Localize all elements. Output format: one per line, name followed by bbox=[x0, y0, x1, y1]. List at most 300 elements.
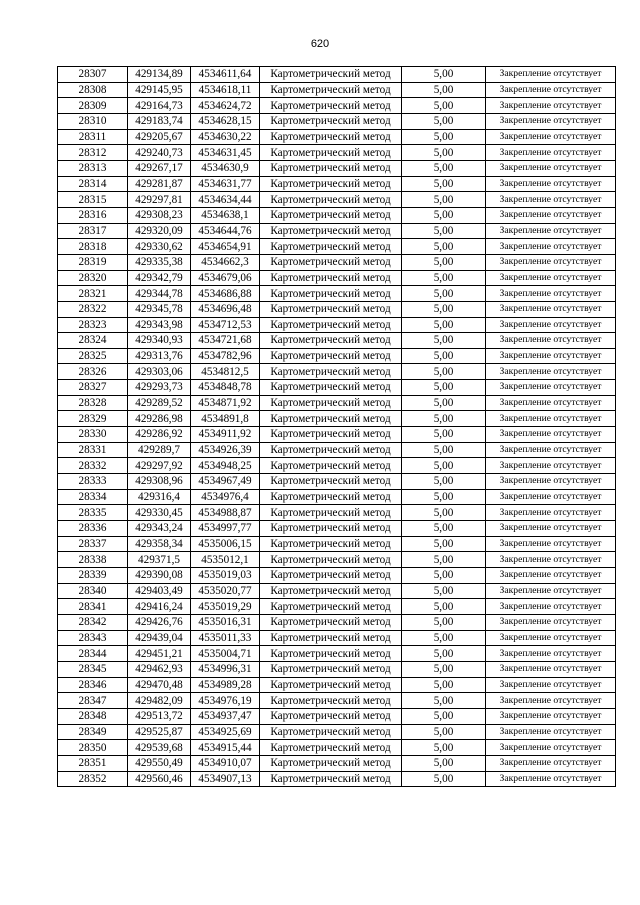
accuracy-cell: 5,00 bbox=[402, 505, 486, 521]
accuracy-cell: 5,00 bbox=[402, 395, 486, 411]
method-cell: Картометрический метод bbox=[260, 646, 402, 662]
y-coordinate-cell: 4534997,77 bbox=[191, 521, 260, 537]
accuracy-cell: 5,00 bbox=[402, 223, 486, 239]
x-coordinate-cell: 429267,17 bbox=[128, 160, 191, 176]
method-cell: Картометрический метод bbox=[260, 301, 402, 317]
point-number-cell: 28329 bbox=[58, 411, 128, 427]
point-number-cell: 28345 bbox=[58, 661, 128, 677]
fixation-cell: Закрепление отсутствует bbox=[486, 333, 616, 349]
y-coordinate-cell: 4534630,22 bbox=[191, 129, 260, 145]
x-coordinate-cell: 429451,21 bbox=[128, 646, 191, 662]
method-cell: Картометрический метод bbox=[260, 505, 402, 521]
x-coordinate-cell: 429308,23 bbox=[128, 207, 191, 223]
x-coordinate-cell: 429183,74 bbox=[128, 113, 191, 129]
fixation-cell: Закрепление отсутствует bbox=[486, 552, 616, 568]
x-coordinate-cell: 429286,98 bbox=[128, 411, 191, 427]
point-number-cell: 28323 bbox=[58, 317, 128, 333]
x-coordinate-cell: 429335,38 bbox=[128, 254, 191, 270]
fixation-cell: Закрепление отсутствует bbox=[486, 693, 616, 709]
method-cell: Картометрический метод bbox=[260, 568, 402, 584]
method-cell: Картометрический метод bbox=[260, 661, 402, 677]
fixation-cell: Закрепление отсутствует bbox=[486, 583, 616, 599]
y-coordinate-cell: 4534634,44 bbox=[191, 192, 260, 208]
accuracy-cell: 5,00 bbox=[402, 364, 486, 380]
table-row bbox=[58, 301, 616, 317]
accuracy-cell: 5,00 bbox=[402, 333, 486, 349]
method-cell: Картометрический метод bbox=[260, 176, 402, 192]
method-cell: Картометрический метод bbox=[260, 145, 402, 161]
fixation-cell: Закрепление отсутствует bbox=[486, 317, 616, 333]
fixation-cell: Закрепление отсутствует bbox=[486, 82, 616, 98]
point-number-cell: 28340 bbox=[58, 583, 128, 599]
fixation-cell: Закрепление отсутствует bbox=[486, 145, 616, 161]
x-coordinate-cell: 429560,46 bbox=[128, 771, 191, 787]
x-coordinate-cell: 429342,79 bbox=[128, 270, 191, 286]
accuracy-cell: 5,00 bbox=[402, 301, 486, 317]
table-row bbox=[58, 364, 616, 380]
point-number-cell: 28334 bbox=[58, 489, 128, 505]
method-cell: Картометрический метод bbox=[260, 630, 402, 646]
fixation-cell: Закрепление отсутствует bbox=[486, 614, 616, 630]
table-row bbox=[58, 599, 616, 615]
point-number-cell: 28351 bbox=[58, 755, 128, 771]
fixation-cell: Закрепление отсутствует bbox=[486, 223, 616, 239]
accuracy-cell: 5,00 bbox=[402, 646, 486, 662]
table-row bbox=[58, 113, 616, 129]
x-coordinate-cell: 429470,48 bbox=[128, 677, 191, 693]
y-coordinate-cell: 4534812,5 bbox=[191, 364, 260, 380]
accuracy-cell: 5,00 bbox=[402, 286, 486, 302]
x-coordinate-cell: 429145,95 bbox=[128, 82, 191, 98]
accuracy-cell: 5,00 bbox=[402, 129, 486, 145]
table-row bbox=[58, 317, 616, 333]
y-coordinate-cell: 4534630,9 bbox=[191, 160, 260, 176]
fixation-cell: Закрепление отсутствует bbox=[486, 395, 616, 411]
method-cell: Картометрический метод bbox=[260, 724, 402, 740]
table-row bbox=[58, 286, 616, 302]
point-number-cell: 28352 bbox=[58, 771, 128, 787]
method-cell: Картометрический метод bbox=[260, 129, 402, 145]
fixation-cell: Закрепление отсутствует bbox=[486, 364, 616, 380]
table-row bbox=[58, 145, 616, 161]
method-cell: Картометрический метод bbox=[260, 364, 402, 380]
table-row bbox=[58, 458, 616, 474]
accuracy-cell: 5,00 bbox=[402, 552, 486, 568]
y-coordinate-cell: 4534654,91 bbox=[191, 239, 260, 255]
accuracy-cell: 5,00 bbox=[402, 677, 486, 693]
point-number-cell: 28319 bbox=[58, 254, 128, 270]
point-number-cell: 28347 bbox=[58, 693, 128, 709]
table-row bbox=[58, 646, 616, 662]
x-coordinate-cell: 429403,49 bbox=[128, 583, 191, 599]
table-row bbox=[58, 630, 616, 646]
point-number-cell: 28326 bbox=[58, 364, 128, 380]
accuracy-cell: 5,00 bbox=[402, 630, 486, 646]
table-row bbox=[58, 333, 616, 349]
y-coordinate-cell: 4535019,03 bbox=[191, 568, 260, 584]
method-cell: Картометрический метод bbox=[260, 82, 402, 98]
accuracy-cell: 5,00 bbox=[402, 113, 486, 129]
point-number-cell: 28308 bbox=[58, 82, 128, 98]
x-coordinate-cell: 429330,62 bbox=[128, 239, 191, 255]
fixation-cell: Закрепление отсутствует bbox=[486, 568, 616, 584]
fixation-cell: Закрепление отсутствует bbox=[486, 270, 616, 286]
point-number-cell: 28317 bbox=[58, 223, 128, 239]
method-cell: Картометрический метод bbox=[260, 427, 402, 443]
table-body bbox=[58, 67, 616, 787]
method-cell: Картометрический метод bbox=[260, 239, 402, 255]
fixation-cell: Закрепление отсутствует bbox=[486, 708, 616, 724]
accuracy-cell: 5,00 bbox=[402, 614, 486, 630]
table-row bbox=[58, 755, 616, 771]
fixation-cell: Закрепление отсутствует bbox=[486, 724, 616, 740]
x-coordinate-cell: 429134,89 bbox=[128, 67, 191, 83]
fixation-cell: Закрепление отсутствует bbox=[486, 771, 616, 787]
x-coordinate-cell: 429289,7 bbox=[128, 442, 191, 458]
method-cell: Картометрический метод bbox=[260, 755, 402, 771]
x-coordinate-cell: 429303,06 bbox=[128, 364, 191, 380]
accuracy-cell: 5,00 bbox=[402, 536, 486, 552]
method-cell: Картометрический метод bbox=[260, 113, 402, 129]
method-cell: Картометрический метод bbox=[260, 67, 402, 83]
accuracy-cell: 5,00 bbox=[402, 207, 486, 223]
method-cell: Картометрический метод bbox=[260, 442, 402, 458]
method-cell: Картометрический метод bbox=[260, 333, 402, 349]
fixation-cell: Закрепление отсутствует bbox=[486, 176, 616, 192]
y-coordinate-cell: 4534721,68 bbox=[191, 333, 260, 349]
method-cell: Картометрический метод bbox=[260, 207, 402, 223]
y-coordinate-cell: 4534937,47 bbox=[191, 708, 260, 724]
fixation-cell: Закрепление отсутствует bbox=[486, 239, 616, 255]
method-cell: Картометрический метод bbox=[260, 317, 402, 333]
point-number-cell: 28314 bbox=[58, 176, 128, 192]
table-row bbox=[58, 536, 616, 552]
x-coordinate-cell: 429205,67 bbox=[128, 129, 191, 145]
table-row bbox=[58, 348, 616, 364]
accuracy-cell: 5,00 bbox=[402, 82, 486, 98]
accuracy-cell: 5,00 bbox=[402, 270, 486, 286]
y-coordinate-cell: 4535004,71 bbox=[191, 646, 260, 662]
table-row bbox=[58, 67, 616, 83]
x-coordinate-cell: 429297,81 bbox=[128, 192, 191, 208]
fixation-cell: Закрепление отсутствует bbox=[486, 348, 616, 364]
point-number-cell: 28322 bbox=[58, 301, 128, 317]
accuracy-cell: 5,00 bbox=[402, 771, 486, 787]
x-coordinate-cell: 429513,72 bbox=[128, 708, 191, 724]
accuracy-cell: 5,00 bbox=[402, 317, 486, 333]
y-coordinate-cell: 4534618,11 bbox=[191, 82, 260, 98]
method-cell: Картометрический метод bbox=[260, 740, 402, 756]
point-number-cell: 28325 bbox=[58, 348, 128, 364]
method-cell: Картометрический метод bbox=[260, 771, 402, 787]
accuracy-cell: 5,00 bbox=[402, 254, 486, 270]
x-coordinate-cell: 429416,24 bbox=[128, 599, 191, 615]
method-cell: Картометрический метод bbox=[260, 708, 402, 724]
table-row bbox=[58, 474, 616, 490]
point-number-cell: 28309 bbox=[58, 98, 128, 114]
page-number: 620 bbox=[310, 38, 330, 50]
point-number-cell: 28333 bbox=[58, 474, 128, 490]
fixation-cell: Закрепление отсутствует bbox=[486, 129, 616, 145]
fixation-cell: Закрепление отсутствует bbox=[486, 160, 616, 176]
method-cell: Картометрический метод bbox=[260, 599, 402, 615]
accuracy-cell: 5,00 bbox=[402, 192, 486, 208]
fixation-cell: Закрепление отсутствует bbox=[486, 536, 616, 552]
accuracy-cell: 5,00 bbox=[402, 583, 486, 599]
x-coordinate-cell: 429439,04 bbox=[128, 630, 191, 646]
x-coordinate-cell: 429426,76 bbox=[128, 614, 191, 630]
table-row bbox=[58, 270, 616, 286]
point-number-cell: 28346 bbox=[58, 677, 128, 693]
accuracy-cell: 5,00 bbox=[402, 755, 486, 771]
point-number-cell: 28313 bbox=[58, 160, 128, 176]
point-number-cell: 28349 bbox=[58, 724, 128, 740]
y-coordinate-cell: 4534631,45 bbox=[191, 145, 260, 161]
table-row bbox=[58, 708, 616, 724]
point-number-cell: 28330 bbox=[58, 427, 128, 443]
table-row bbox=[58, 380, 616, 396]
fixation-cell: Закрепление отсутствует bbox=[486, 677, 616, 693]
point-number-cell: 28324 bbox=[58, 333, 128, 349]
x-coordinate-cell: 429482,09 bbox=[128, 693, 191, 709]
accuracy-cell: 5,00 bbox=[402, 724, 486, 740]
fixation-cell: Закрепление отсутствует bbox=[486, 505, 616, 521]
method-cell: Картометрический метод bbox=[260, 614, 402, 630]
method-cell: Картометрический метод bbox=[260, 489, 402, 505]
coordinates-table bbox=[57, 66, 616, 787]
table-row bbox=[58, 395, 616, 411]
point-number-cell: 28310 bbox=[58, 113, 128, 129]
method-cell: Картометрический метод bbox=[260, 270, 402, 286]
point-number-cell: 28342 bbox=[58, 614, 128, 630]
fixation-cell: Закрепление отсутствует bbox=[486, 192, 616, 208]
table-row bbox=[58, 207, 616, 223]
method-cell: Картометрический метод bbox=[260, 521, 402, 537]
method-cell: Картометрический метод bbox=[260, 536, 402, 552]
method-cell: Картометрический метод bbox=[260, 254, 402, 270]
accuracy-cell: 5,00 bbox=[402, 348, 486, 364]
y-coordinate-cell: 4535006,15 bbox=[191, 536, 260, 552]
x-coordinate-cell: 429358,34 bbox=[128, 536, 191, 552]
fixation-cell: Закрепление отсутствует bbox=[486, 286, 616, 302]
accuracy-cell: 5,00 bbox=[402, 411, 486, 427]
table-row bbox=[58, 442, 616, 458]
x-coordinate-cell: 429343,98 bbox=[128, 317, 191, 333]
point-number-cell: 28318 bbox=[58, 239, 128, 255]
method-cell: Картометрический метод bbox=[260, 411, 402, 427]
method-cell: Картометрический метод bbox=[260, 98, 402, 114]
fixation-cell: Закрепление отсутствует bbox=[486, 113, 616, 129]
fixation-cell: Закрепление отсутствует bbox=[486, 755, 616, 771]
fixation-cell: Закрепление отсутствует bbox=[486, 458, 616, 474]
accuracy-cell: 5,00 bbox=[402, 160, 486, 176]
fixation-cell: Закрепление отсутствует bbox=[486, 98, 616, 114]
y-coordinate-cell: 4534696,48 bbox=[191, 301, 260, 317]
y-coordinate-cell: 4535020,77 bbox=[191, 583, 260, 599]
point-number-cell: 28331 bbox=[58, 442, 128, 458]
x-coordinate-cell: 429371,5 bbox=[128, 552, 191, 568]
point-number-cell: 28350 bbox=[58, 740, 128, 756]
fixation-cell: Закрепление отсутствует bbox=[486, 254, 616, 270]
accuracy-cell: 5,00 bbox=[402, 98, 486, 114]
point-number-cell: 28320 bbox=[58, 270, 128, 286]
accuracy-cell: 5,00 bbox=[402, 599, 486, 615]
accuracy-cell: 5,00 bbox=[402, 427, 486, 443]
y-coordinate-cell: 4534611,64 bbox=[191, 67, 260, 83]
y-coordinate-cell: 4534848,78 bbox=[191, 380, 260, 396]
y-coordinate-cell: 4534686,88 bbox=[191, 286, 260, 302]
method-cell: Картометрический метод bbox=[260, 223, 402, 239]
y-coordinate-cell: 4535011,33 bbox=[191, 630, 260, 646]
table-row bbox=[58, 614, 616, 630]
table-row bbox=[58, 176, 616, 192]
y-coordinate-cell: 4534712,53 bbox=[191, 317, 260, 333]
x-coordinate-cell: 429525,87 bbox=[128, 724, 191, 740]
y-coordinate-cell: 4534988,87 bbox=[191, 505, 260, 521]
point-number-cell: 28312 bbox=[58, 145, 128, 161]
x-coordinate-cell: 429462,93 bbox=[128, 661, 191, 677]
accuracy-cell: 5,00 bbox=[402, 708, 486, 724]
y-coordinate-cell: 4534948,25 bbox=[191, 458, 260, 474]
fixation-cell: Закрепление отсутствует bbox=[486, 599, 616, 615]
table-row bbox=[58, 427, 616, 443]
accuracy-cell: 5,00 bbox=[402, 661, 486, 677]
accuracy-cell: 5,00 bbox=[402, 474, 486, 490]
x-coordinate-cell: 429320,09 bbox=[128, 223, 191, 239]
y-coordinate-cell: 4534925,69 bbox=[191, 724, 260, 740]
x-coordinate-cell: 429297,92 bbox=[128, 458, 191, 474]
point-number-cell: 28338 bbox=[58, 552, 128, 568]
table-row bbox=[58, 521, 616, 537]
y-coordinate-cell: 4534631,77 bbox=[191, 176, 260, 192]
table-row bbox=[58, 724, 616, 740]
method-cell: Картометрический метод bbox=[260, 380, 402, 396]
y-coordinate-cell: 4534911,92 bbox=[191, 427, 260, 443]
y-coordinate-cell: 4534679,06 bbox=[191, 270, 260, 286]
y-coordinate-cell: 4534989,28 bbox=[191, 677, 260, 693]
x-coordinate-cell: 429286,92 bbox=[128, 427, 191, 443]
x-coordinate-cell: 429289,52 bbox=[128, 395, 191, 411]
table-row bbox=[58, 693, 616, 709]
x-coordinate-cell: 429345,78 bbox=[128, 301, 191, 317]
point-number-cell: 28344 bbox=[58, 646, 128, 662]
method-cell: Картометрический метод bbox=[260, 192, 402, 208]
x-coordinate-cell: 429390,08 bbox=[128, 568, 191, 584]
method-cell: Картометрический метод bbox=[260, 552, 402, 568]
table-row bbox=[58, 740, 616, 756]
fixation-cell: Закрепление отсутствует bbox=[486, 67, 616, 83]
y-coordinate-cell: 4534976,4 bbox=[191, 489, 260, 505]
point-number-cell: 28343 bbox=[58, 630, 128, 646]
y-coordinate-cell: 4534907,13 bbox=[191, 771, 260, 787]
point-number-cell: 28335 bbox=[58, 505, 128, 521]
x-coordinate-cell: 429316,4 bbox=[128, 489, 191, 505]
accuracy-cell: 5,00 bbox=[402, 568, 486, 584]
fixation-cell: Закрепление отсутствует bbox=[486, 646, 616, 662]
y-coordinate-cell: 4534624,72 bbox=[191, 98, 260, 114]
fixation-cell: Закрепление отсутствует bbox=[486, 489, 616, 505]
method-cell: Картометрический метод bbox=[260, 395, 402, 411]
accuracy-cell: 5,00 bbox=[402, 489, 486, 505]
fixation-cell: Закрепление отсутствует bbox=[486, 380, 616, 396]
fixation-cell: Закрепление отсутствует bbox=[486, 442, 616, 458]
x-coordinate-cell: 429343,24 bbox=[128, 521, 191, 537]
fixation-cell: Закрепление отсутствует bbox=[486, 207, 616, 223]
accuracy-cell: 5,00 bbox=[402, 380, 486, 396]
accuracy-cell: 5,00 bbox=[402, 521, 486, 537]
fixation-cell: Закрепление отсутствует bbox=[486, 474, 616, 490]
table-row bbox=[58, 489, 616, 505]
point-number-cell: 28337 bbox=[58, 536, 128, 552]
point-number-cell: 28311 bbox=[58, 129, 128, 145]
table-row bbox=[58, 98, 616, 114]
method-cell: Картометрический метод bbox=[260, 677, 402, 693]
method-cell: Картометрический метод bbox=[260, 583, 402, 599]
table-row bbox=[58, 192, 616, 208]
y-coordinate-cell: 4534967,49 bbox=[191, 474, 260, 490]
method-cell: Картометрический метод bbox=[260, 160, 402, 176]
y-coordinate-cell: 4534891,8 bbox=[191, 411, 260, 427]
table-row bbox=[58, 568, 616, 584]
method-cell: Картометрический метод bbox=[260, 348, 402, 364]
y-coordinate-cell: 4534782,96 bbox=[191, 348, 260, 364]
table-row bbox=[58, 505, 616, 521]
point-number-cell: 28341 bbox=[58, 599, 128, 615]
method-cell: Картометрический метод bbox=[260, 286, 402, 302]
x-coordinate-cell: 429340,93 bbox=[128, 333, 191, 349]
table-row bbox=[58, 223, 616, 239]
x-coordinate-cell: 429344,78 bbox=[128, 286, 191, 302]
y-coordinate-cell: 4534976,19 bbox=[191, 693, 260, 709]
y-coordinate-cell: 4534996,31 bbox=[191, 661, 260, 677]
point-number-cell: 28321 bbox=[58, 286, 128, 302]
point-number-cell: 28336 bbox=[58, 521, 128, 537]
point-number-cell: 28307 bbox=[58, 67, 128, 83]
fixation-cell: Закрепление отсутствует bbox=[486, 427, 616, 443]
method-cell: Картометрический метод bbox=[260, 474, 402, 490]
table-row bbox=[58, 160, 616, 176]
table-row bbox=[58, 239, 616, 255]
table-row bbox=[58, 82, 616, 98]
y-coordinate-cell: 4535012,1 bbox=[191, 552, 260, 568]
point-number-cell: 28316 bbox=[58, 207, 128, 223]
fixation-cell: Закрепление отсутствует bbox=[486, 661, 616, 677]
accuracy-cell: 5,00 bbox=[402, 239, 486, 255]
accuracy-cell: 5,00 bbox=[402, 693, 486, 709]
x-coordinate-cell: 429164,73 bbox=[128, 98, 191, 114]
point-number-cell: 28332 bbox=[58, 458, 128, 474]
y-coordinate-cell: 4535019,29 bbox=[191, 599, 260, 615]
accuracy-cell: 5,00 bbox=[402, 145, 486, 161]
point-number-cell: 28315 bbox=[58, 192, 128, 208]
point-number-cell: 28339 bbox=[58, 568, 128, 584]
method-cell: Картометрический метод bbox=[260, 458, 402, 474]
accuracy-cell: 5,00 bbox=[402, 740, 486, 756]
y-coordinate-cell: 4534644,76 bbox=[191, 223, 260, 239]
y-coordinate-cell: 4535016,31 bbox=[191, 614, 260, 630]
x-coordinate-cell: 429281,87 bbox=[128, 176, 191, 192]
table-row bbox=[58, 677, 616, 693]
y-coordinate-cell: 4534638,1 bbox=[191, 207, 260, 223]
method-cell: Картометрический метод bbox=[260, 693, 402, 709]
x-coordinate-cell: 429539,68 bbox=[128, 740, 191, 756]
accuracy-cell: 5,00 bbox=[402, 442, 486, 458]
table-row bbox=[58, 254, 616, 270]
fixation-cell: Закрепление отсутствует bbox=[486, 301, 616, 317]
x-coordinate-cell: 429330,45 bbox=[128, 505, 191, 521]
table-row bbox=[58, 771, 616, 787]
y-coordinate-cell: 4534910,07 bbox=[191, 755, 260, 771]
